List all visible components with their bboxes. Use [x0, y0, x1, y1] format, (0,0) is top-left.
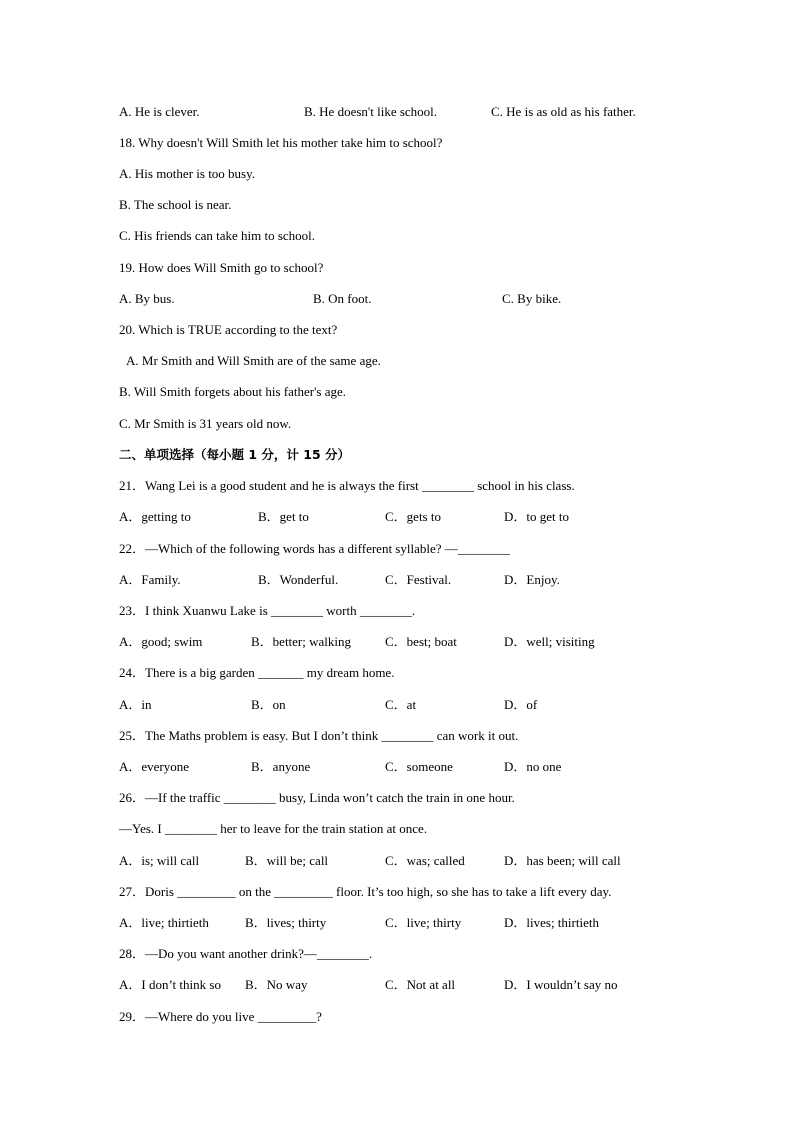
section-heading: 二、单项选择（每小题 1 分，计 15 分）	[119, 447, 351, 462]
question-23: 23．I think Xuanwu Lake is ________ worth ________.	[119, 603, 416, 618]
option-b: B．Wonderful.	[258, 572, 339, 587]
option-b: B．get to	[258, 509, 309, 524]
option-a: A. By bus.	[119, 291, 175, 306]
option-d: D．lives; thirtieth	[504, 915, 599, 930]
option-b: B．better; walking	[251, 634, 352, 649]
option-c: C．gets to	[385, 509, 441, 524]
question-20: 20. Which is TRUE according to the text?	[119, 322, 338, 337]
question-19: 19. How does Will Smith go to school?	[119, 260, 324, 275]
option-b: B．No way	[245, 977, 308, 992]
option-d: D．I wouldn’t say no	[504, 977, 618, 992]
option-d: D．has been; will call	[504, 853, 621, 868]
option-c: C. He is as old as his father.	[491, 104, 636, 119]
question-24: 24．There is a big garden _______ my dream home.	[119, 665, 395, 680]
option-b: B．will be; call	[245, 853, 329, 868]
option-c: C．live; thirty	[385, 915, 462, 930]
option-a: A. He is clever.	[119, 104, 200, 119]
option-b: B．on	[251, 697, 286, 712]
question-28: 28．—Do you want another drink?—________.	[119, 946, 373, 961]
option-c: C．at	[385, 697, 417, 712]
option-b: B. He doesn't like school.	[304, 104, 438, 119]
option-d: D．well; visiting	[504, 634, 595, 649]
option-b: B．lives; thirty	[245, 915, 327, 930]
option-c: C．Not at all	[385, 977, 456, 992]
option-a: A．in	[119, 697, 152, 712]
option-a: A．live; thirtieth	[119, 915, 209, 930]
question-25: 25．The Maths problem is easy. But I don’t think ________ can work it out.	[119, 728, 519, 743]
option-c: C．was; called	[385, 853, 465, 868]
answer-line: C. His friends can take him to school.	[119, 228, 316, 243]
option-c: C．best; boat	[385, 634, 457, 649]
option-d: D．of	[504, 697, 538, 712]
answer-line: A. Mr Smith and Will Smith are of the same age.	[126, 353, 381, 368]
option-d: D．no one	[504, 759, 562, 774]
answer-line: B. Will Smith forgets about his father's age.	[119, 384, 347, 399]
option-b: B. On foot.	[313, 291, 372, 306]
answer-line: C. Mr Smith is 31 years old now.	[119, 416, 292, 431]
option-d: D．to get to	[504, 509, 569, 524]
option-a: A．is; will call	[119, 853, 200, 868]
option-d: D．Enjoy.	[504, 572, 560, 587]
option-a: A．getting to	[119, 509, 191, 524]
option-c: C．Festival.	[385, 572, 452, 587]
option-c: C．someone	[385, 759, 453, 774]
option-a: A．good; swim	[119, 634, 203, 649]
option-a: A．everyone	[119, 759, 190, 774]
question-27: 27．Doris _________ on the _________ floor. It’s too high, so she has to take a lift every day.	[119, 884, 612, 899]
option-c: C. By bike.	[502, 291, 562, 306]
answer-line: A. His mother is too busy.	[119, 166, 256, 181]
question-21: 21．Wang Lei is a good student and he is always the first ________ school in his class.	[119, 478, 575, 493]
option-a: A．Family.	[119, 572, 181, 587]
question-29: 29．—Where do you live _________?	[119, 1009, 322, 1024]
option-b: B．anyone	[251, 759, 311, 774]
option-a: A．I don’t think so	[119, 977, 221, 992]
question-26-reply: —Yes. I ________ her to leave for the train station at once.	[119, 821, 428, 836]
question-26: 26．—If the traffic ________ busy, Linda won’t catch the train in one hour.	[119, 790, 515, 805]
question-18: 18. Why doesn't Will Smith let his mother take him to school?	[119, 135, 443, 150]
question-22: 22．—Which of the following words has a different syllable? —________	[119, 541, 510, 556]
answer-line: B. The school is near.	[119, 197, 232, 212]
